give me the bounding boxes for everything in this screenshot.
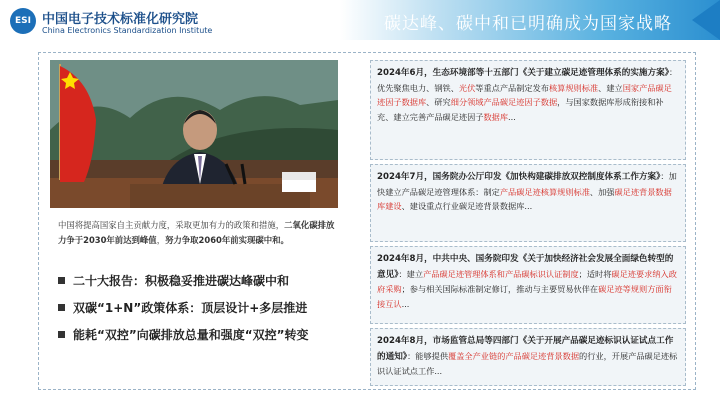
- banner-arrow-icon: [692, 0, 720, 40]
- square-bullet-icon: [58, 304, 65, 311]
- highlight: 产品碳足迹管理体系和产品碳标识认证制度: [423, 268, 579, 279]
- highlight: 碳足迹等规则方面衔接互认: [377, 284, 672, 309]
- org-name-en: China Electronics Standardization Institute: [42, 26, 213, 35]
- highlight: 碳足迹要求纳入政府采购: [377, 268, 677, 294]
- speech-photo-illustration: [50, 60, 338, 208]
- highlight: 细分领域产品碳足迹因子数据: [450, 97, 558, 107]
- title-banner: [340, 0, 720, 40]
- photo-caption: [58, 218, 340, 248]
- caption-text: 中国将提高国家自主贡献力度，采取更加有力的政策和措施，: [58, 220, 285, 230]
- square-bullet-icon: [58, 277, 65, 284]
- caption-peak-goal: 二氧化碳排放力争于2030年前达到峰值: [58, 220, 335, 245]
- policy-title: 2024年8月，中共中央、国务院印发《关于加快经济社会发展全面绿色转型的意见》: [377, 254, 674, 280]
- policy-card: 2024年6月，生态环境部等十五部门《关于建立碳足迹管理体系的实施方案》：优先聚焦电力、钢铁、光伏等重点产品制定发布核算规则标准、建立国家产品碳足迹因子数据库、研究细分领域产品碳足迹因子数据，与国家数据库形成衔接和补充、建立完善产品碳足迹因子数据库...: [370, 60, 686, 160]
- speech-photo: [50, 60, 338, 208]
- highlight: 碳足迹背景数据库建设: [377, 186, 672, 211]
- org-name-cn: 中国电子技术标准化研究院: [42, 12, 199, 27]
- caption-neutral-goal: 努力争取2060年前实现碳中和。: [165, 235, 289, 245]
- policy-card: 2024年8月，市场监管总局等四部门《关于开展产品碳足迹标识认证试点工作的通知》：能够提供覆盖全产业链的产品碳足迹背景数据的行业，开展产品碳足迹标识认证试点工作...: [370, 328, 686, 386]
- highlight: 国家产品碳足迹因子数据库: [377, 82, 672, 107]
- policy-card: 2024年8月，中共中央、国务院印发《关于加快经济社会发展全面绿色转型的意见》：建立产品碳足迹管理体系和产品碳标识认证制度；适时将碳足迹要求纳入政府采购；参与相关国际标准制定修订，推动与主要贸易伙伴在碳足迹等规则方面衔接互认...: [370, 246, 686, 324]
- bullet-label: 二十大报告：积极稳妥推进碳达峰碳中和: [73, 274, 290, 288]
- highlight: 核算规则标准: [548, 82, 599, 93]
- bullet-item: [58, 326, 309, 343]
- esi-logo: ESI: [10, 8, 36, 34]
- policy-title: 2024年8月，市场监管总局等四部门《关于开展产品碳足迹标识认证试点工作的通知》: [377, 336, 674, 362]
- bullet-label: 能耗“双控”向碳排放总量和强度“双控”转变: [73, 328, 309, 342]
- bullet-item: [58, 272, 289, 289]
- policy-card: 2024年7月，国务院办公厅印发《加快构建碳排放双控制度体系工作方案》：加快建立产品碳足迹管理体系：制定产品碳足迹核算规则标准、加强碳足迹背景数据库建设、建设重点行业碳足迹背景数据库...: [370, 164, 686, 242]
- bullet-item: [58, 299, 307, 316]
- policy-title: 2024年6月，生态环境部等十五部门《关于建立碳足迹管理体系的实施方案》: [377, 68, 670, 78]
- bullet-label: 双碳“1+N”政策体系：顶层设计+多层推进: [73, 301, 308, 315]
- header: [0, 0, 720, 44]
- highlight: 数据库: [483, 111, 509, 122]
- caption-comma: ，: [156, 235, 166, 245]
- highlight: 产品碳足迹核算规则标准: [499, 186, 590, 197]
- square-bullet-icon: [58, 331, 65, 338]
- highlight: 光伏: [458, 82, 476, 93]
- policy-title: 2024年7月，国务院办公厅印发《加快构建碳排放双控制度体系工作方案》: [377, 172, 661, 182]
- highlight: 覆盖全产业链的产品碳足迹背景数据: [448, 350, 580, 361]
- slide-title: 碳达峰、碳中和已明确成为国家战略: [384, 14, 672, 34]
